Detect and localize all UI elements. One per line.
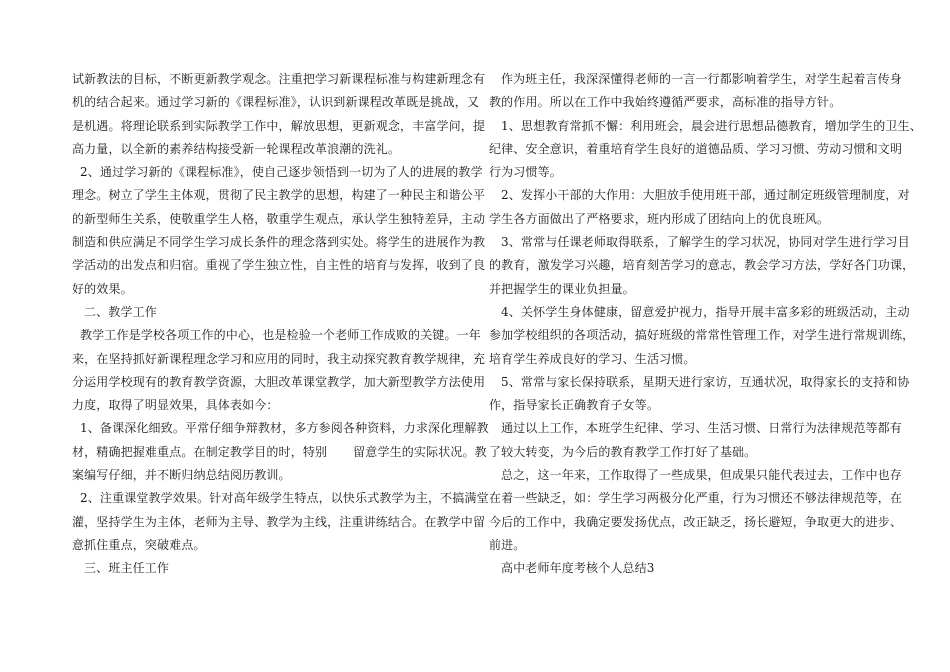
text-line: [489, 487, 903, 510]
text-line: [72, 394, 464, 417]
text-line: [489, 371, 910, 394]
text-line: [489, 254, 915, 277]
text-line: [72, 511, 486, 534]
text-line-content: 行为习惯等。: [489, 165, 562, 180]
text-line: [72, 208, 486, 231]
text-line: [489, 278, 881, 301]
text-line-content: 教学工作是学校各项工作的中心，也是检验一个老师工作成败的关键。一年: [80, 328, 481, 343]
text-line: [72, 115, 486, 138]
text-line-content: 1、备课深化细致。平常仔细争辩教材，多方参阅各种资料，力求深化理解教: [80, 421, 489, 436]
text-line-content: 的教育，激发学习兴趣，培育刻苦学习的意志，教会学习方法，学好各门功课，: [489, 258, 915, 273]
text-line-content: 2、注重课堂教学效果。针对高年级学生特点，以快乐式教学为主，不搞满堂: [80, 491, 489, 506]
text-line: [72, 301, 464, 324]
text-line-content: 作为班主任，我深深懂得老师的一言一行都影响着学生，对学生起着言传身: [501, 72, 902, 86]
text-line: [72, 161, 483, 184]
text-line-content: 培育学生养成良好的学习、生活习惯。: [489, 351, 696, 366]
text-line-content: 前进。: [489, 537, 526, 552]
text-line-content: 1、思想教育常抓不懈：利用班会，晨会进行思想品德教育，增加学生的卫生、: [501, 118, 922, 133]
text-line-content: 通过以上工作，本班学生纪律、学习、生活习惯、日常行为法律规范等都有: [501, 421, 902, 436]
text-line: [489, 91, 881, 114]
text-line-content: 材，精确把握难重点。在制定教学目的时，特别: [72, 444, 328, 459]
text-line-content: 5、常常与家长保持联系，星期天进行家访，互通状况，取得家长的支持和协: [501, 374, 910, 389]
text-line: [72, 464, 464, 487]
text-line-content: 三、班主任工作: [84, 561, 170, 576]
text-line: [489, 417, 902, 440]
text-line: [72, 348, 486, 371]
text-line: [72, 324, 481, 347]
text-line-content: 分运用学校现有的教育教学资源，大胆改革课堂教学，加大新型教学方法使用: [72, 374, 486, 389]
text-line-content: 试新教法的目标，不断更新教学观念。注重把学习新课程标准与构建新理念有: [72, 72, 486, 86]
text-line: [489, 441, 881, 464]
text-line-content: 高中老师年度考核个人总结3: [501, 561, 655, 576]
text-line-content: 2、通过学习新的《课程标准》，使自己逐步领悟到一切为了人的进展的教学: [80, 165, 483, 180]
text-line: [489, 394, 881, 417]
text-line: [489, 511, 903, 534]
text-line: [489, 184, 910, 207]
text-line-content: 参加学校组织的各项活动，搞好班级的常常性管理工作，对学生进行常规训练，: [489, 328, 915, 343]
text-line: [489, 324, 915, 347]
text-line: [489, 161, 881, 184]
text-line-content: 今后的工作中，我确定要发扬优点，改正缺乏，扬长避短，争取更大的进步、: [489, 514, 903, 529]
text-line-content: 好的效果。: [72, 281, 133, 296]
text-line: [72, 278, 464, 301]
text-line: [489, 208, 881, 231]
text-line: [489, 557, 881, 580]
text-line-content: 4、关怀学生身体健康，留意爱护视力，指导开展丰富多彩的班级活动，主动: [501, 304, 910, 319]
text-line-content: 学生各方面做出了严格要求，班内形成了团结向上的优良班风。: [489, 211, 830, 226]
text-line: [72, 91, 480, 114]
text-line-content: 2、发挥小干部的大作用：大胆放手使用班干部，通过制定班级管理制度，对: [501, 188, 910, 203]
text-line: [72, 441, 487, 464]
text-line: [489, 231, 910, 254]
text-line: [72, 231, 486, 254]
text-line-tail: 留意学生的实际状况。教: [353, 444, 487, 459]
text-line-content: 是机遇。将理论联系到实际教学工作中，解放思想，更新观念，丰富学问，提: [72, 118, 486, 133]
text-line-content: 案编写仔细，并不断归纳总结阅历教训。: [72, 468, 291, 483]
text-line-content: 作，指导家长正确教育子女等。: [489, 398, 660, 413]
text-line-content: 来，在坚持抓好新课程理念学习和应用的同时，我主动探究教育教学规律，充: [72, 351, 486, 366]
text-line: [489, 301, 910, 324]
text-line: [489, 115, 922, 138]
text-line-content: 灌，坚持学生为主体，老师为主导、教学为主线，注重讲练结合。在教学中留: [72, 514, 486, 529]
text-line: [489, 68, 902, 91]
text-line: [72, 68, 486, 91]
text-line-content: 3、常常与任课老师取得联系，了解学生的学习状况，协同对学生进行学习目: [501, 235, 910, 250]
text-line-content: 总之，这一年来，工作取得了一些成果，但成果只能代表过去，工作中也存: [501, 468, 902, 483]
text-line: [72, 371, 486, 394]
text-line-content: 高力量，以全新的素养结构接受新一轮课程改革浪潮的洗礼。: [72, 141, 401, 156]
text-line-content: 学活动的出发点和归宿。重视了学生独立性，自主性的培育与发挥，收到了良: [72, 258, 486, 273]
text-line: [489, 348, 881, 371]
text-line-content: 教的作用。所以在工作中我始终遵循严要求，高标准的指导方针。: [489, 95, 842, 110]
text-line: [489, 464, 902, 487]
text-line-content: 的新型师生关系，使敬重学生人格，敬重学生观点，承认学生独特差异，主动: [72, 211, 486, 226]
text-line: [72, 534, 464, 557]
text-line-content: 并把握学生的课业负担量。: [489, 281, 635, 296]
right-column: [489, 68, 922, 581]
text-line: [72, 184, 486, 207]
text-line: [72, 487, 489, 510]
text-line-content: 了较大转变，为今后的教育教学工作打好了基础。: [489, 444, 757, 459]
text-line-content: 二、教学工作: [84, 304, 157, 319]
text-line: [72, 557, 464, 580]
text-line: [72, 254, 486, 277]
text-line: [489, 138, 903, 161]
text-line-content: 力度，取得了明显效果，具体表如今：: [72, 398, 279, 413]
text-line-content: 理念。树立了学生主体观，贯彻了民主教学的思想，构建了一种民主和谐公平: [72, 188, 486, 203]
text-line-content: 机的结合起来。通过学习新的《课程标准》，认识到新课程改革既是挑战，又: [72, 95, 480, 110]
left-column: [72, 68, 489, 581]
text-line-content: 意抓住重点，突破难点。: [72, 537, 206, 552]
text-line-content: 纪律、安全意识，着重培育学生良好的道德品质、学习习惯、劳动习惯和文明: [489, 141, 903, 156]
text-line-content: 在着一些缺乏，如：学生学习两极分化严重，行为习惯还不够法律规范等，在: [489, 491, 903, 506]
text-line: [72, 138, 464, 161]
text-line-content: 制造和供应满足不同学生学习成长条件的理念落到实处。将学生的进展作为教: [72, 235, 486, 250]
text-line: [489, 534, 881, 557]
text-line: [72, 417, 489, 440]
